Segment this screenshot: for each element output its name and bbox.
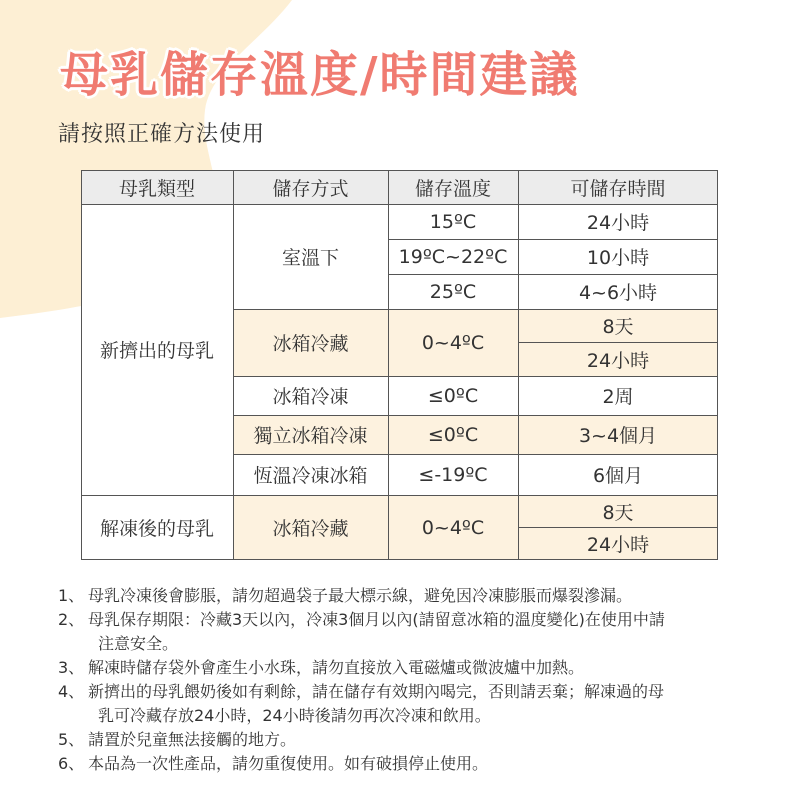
note-item [58,680,778,704]
note-item [58,656,778,680]
time-8-days: 8天 [518,309,718,342]
note-text: 請置於兒童無法接觸的地方。 [88,730,297,749]
method-thawed-fridge: 冰箱冷藏 [233,495,388,560]
note-text: 新擠出的母乳餵奶後如有剩餘，請在儲存有效期內喝完，否則請丟棄；解凍過的母 [88,682,665,701]
note-text-continued: 乳可冷藏存放24小時，24小時後請勿再次冷凍和飲用。 [98,706,491,725]
temp-0-4c: 0~4ºC [388,309,518,376]
note-number: 5、 [58,730,85,749]
time-thawed-24h: 24小時 [518,527,718,560]
time-10h: 10小時 [518,239,718,274]
note-text: 本品為一次性產品，請勿重復使用。如有破損停止使用。 [88,754,489,773]
note-item [58,728,778,752]
header-storage-time: 可儲存時間 [518,170,718,204]
note-item [58,608,778,632]
header-milk-type: 母乳類型 [81,170,233,204]
temp-25c: 25ºC [388,274,518,309]
note-number: 1、 [58,586,85,605]
note-text: 解凍時儲存袋外會產生小水珠，請勿直接放入電磁爐或微波爐中加熱。 [88,658,585,677]
temp-below-0c-standalone: ≤0ºC [388,415,518,454]
time-6-months: 6個月 [518,454,718,495]
storage-table [81,170,718,560]
method-fridge-freezer: 冰箱冷凍 [233,376,388,415]
usage-notes [58,584,778,776]
time-2-weeks: 2周 [518,376,718,415]
page-subtitle: 請按照正確方法使用 [58,122,266,147]
temp-15c: 15ºC [388,204,518,239]
method-deep-freezer: 恆溫冷凍冰箱 [233,454,388,495]
table-grid [81,170,718,560]
time-4-6h: 4~6小時 [518,274,718,309]
page-title: 母乳儲存溫度/時間建議 [60,47,580,103]
note-number: 3、 [58,658,85,677]
method-room-temp: 室溫下 [233,204,388,309]
note-item [58,752,778,776]
temp-below-0c: ≤0ºC [388,376,518,415]
header-storage-method: 儲存方式 [233,170,388,204]
note-number: 2、 [58,610,85,629]
time-24h-fridge: 24小時 [518,342,718,376]
header-storage-temp: 儲存溫度 [388,170,518,204]
note-text: 母乳冷凍後會膨脹，請勿超過袋子最大標示線，避免因冷凍膨脹而爆裂滲漏。 [88,586,633,605]
temp-19-22c: 19ºC~22ºC [388,239,518,274]
temp-below-minus19c: ≤-19ºC [388,454,518,495]
type-fresh-milk: 新擠出的母乳 [81,204,233,495]
note-text-continued: 注意安全。 [98,634,179,653]
note-number: 6、 [58,754,85,773]
time-3-4-months: 3~4個月 [518,415,718,454]
note-item [58,584,778,608]
note-number: 4、 [58,682,85,701]
note-text: 母乳保存期限：冷藏3天以內，冷凍3個月以內(請留意冰箱的溫度變化)在使用中請 [88,610,665,629]
time-24h: 24小時 [518,204,718,239]
time-thawed-8-days: 8天 [518,495,718,527]
method-fridge: 冰箱冷藏 [233,309,388,376]
temp-thawed-0-4c: 0~4ºC [388,495,518,560]
type-thawed-milk: 解凍後的母乳 [81,495,233,560]
method-standalone-freezer: 獨立冰箱冷凍 [233,415,388,454]
